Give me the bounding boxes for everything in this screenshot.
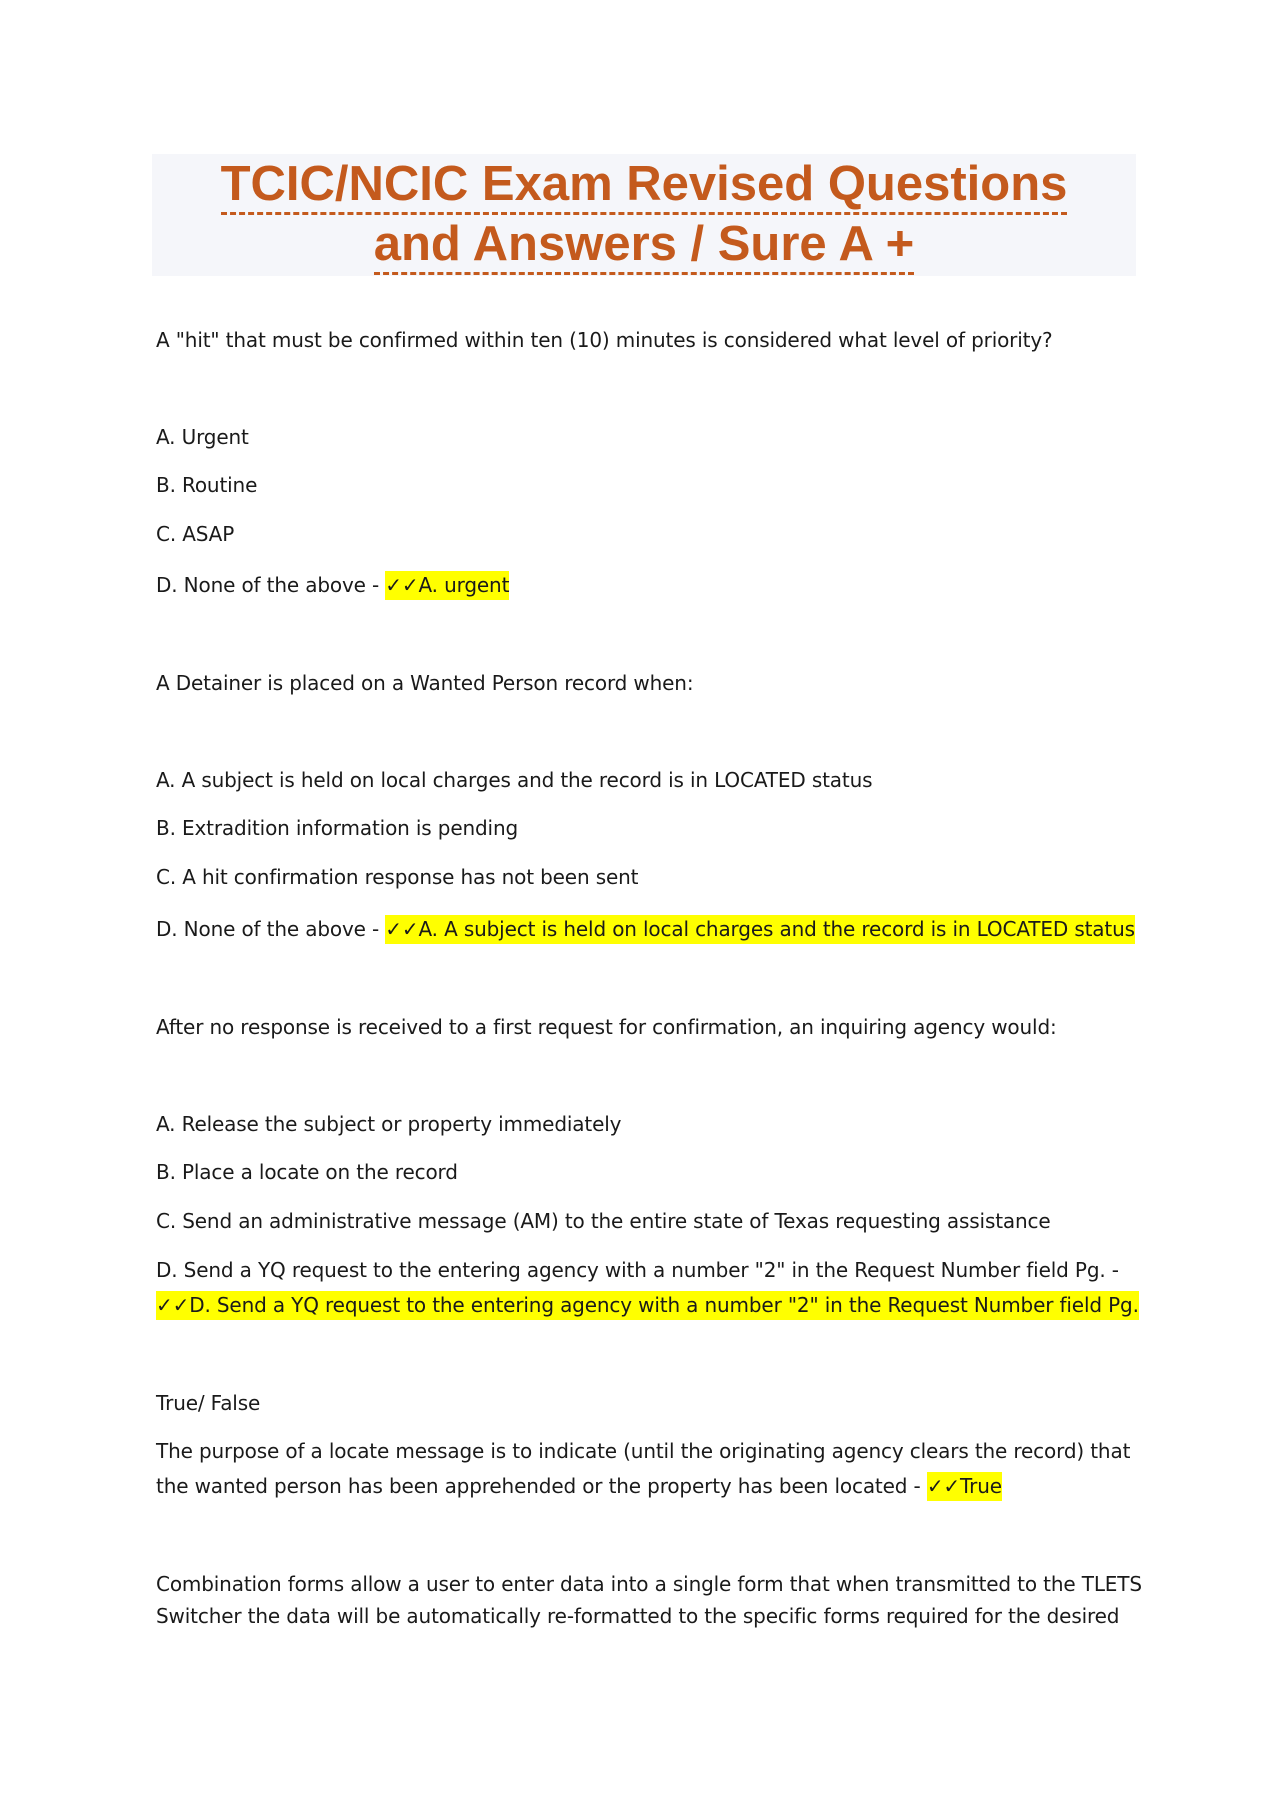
q2-option-c: C. A hit confirmation response has not been sent: [156, 865, 639, 889]
q2-option-d: D. None of the above -: [156, 917, 386, 941]
q2-answer-highlight: ✓✓A. A subject is held on local charges and the record is in LOCATED status: [385, 915, 1135, 944]
q3-answer-line: [156, 1292, 1139, 1318]
q4-text-line-2: [156, 1473, 1002, 1499]
q3-answer-highlight: ✓✓D. Send a YQ request to the entering agency with a number "2" in the Request Number field Pg.: [156, 1291, 1139, 1320]
q2-option-a: A. A subject is held on local charges and the record is in LOCATED status: [156, 768, 873, 792]
q5-text-line-2: Switcher the data will be automatically re-formatted to the specific forms required for the desired: [156, 1604, 1120, 1628]
q2-option-d-line: [156, 916, 1135, 942]
q1-option-d: D. None of the above -: [156, 573, 386, 597]
q3-option-b: B. Place a locate on the record: [156, 1160, 458, 1184]
q1-option-a: A. Urgent: [156, 425, 249, 449]
q5-text-line-1: Combination forms allow a user to enter data into a single form that when transmitted to the TLETS: [156, 1572, 1142, 1596]
q2-option-b: B. Extradition information is pending: [156, 816, 519, 840]
q4-statement-end: the wanted person has been apprehended or the property has been located -: [156, 1474, 927, 1498]
q3-option-a: A. Release the subject or property immediately: [156, 1112, 622, 1136]
q4-text-line-1: The purpose of a locate message is to indicate (until the originating agency clears the record) that: [156, 1439, 1131, 1463]
title-banner: [152, 154, 1136, 276]
title-line-1: TCIC/NCIC Exam Revised Questions: [221, 157, 1068, 215]
question-2-text: A Detainer is placed on a Wanted Person record when:: [156, 671, 694, 695]
q3-option-c: C. Send an administrative message (AM) to the entire state of Texas requesting assistance: [156, 1209, 1051, 1233]
q1-option-b: B. Routine: [156, 473, 258, 497]
q3-option-d: D. Send a YQ request to the entering agency with a number "2" in the Request Number field Pg. -: [156, 1258, 1119, 1282]
q1-answer-highlight: ✓✓A. urgent: [385, 571, 509, 600]
q4-heading: True/ False: [156, 1391, 261, 1415]
q1-option-c: C. ASAP: [156, 522, 235, 546]
title-line-2: and Answers / Sure A +: [374, 217, 915, 275]
q1-option-d-line: [156, 572, 509, 598]
q4-answer-highlight: ✓✓True: [927, 1472, 1002, 1501]
question-1-text: A "hit" that must be confirmed within ten (10) minutes is considered what level of priority?: [156, 328, 1053, 352]
question-3-text: After no response is received to a first request for confirmation, an inquiring agency would:: [156, 1015, 1057, 1039]
